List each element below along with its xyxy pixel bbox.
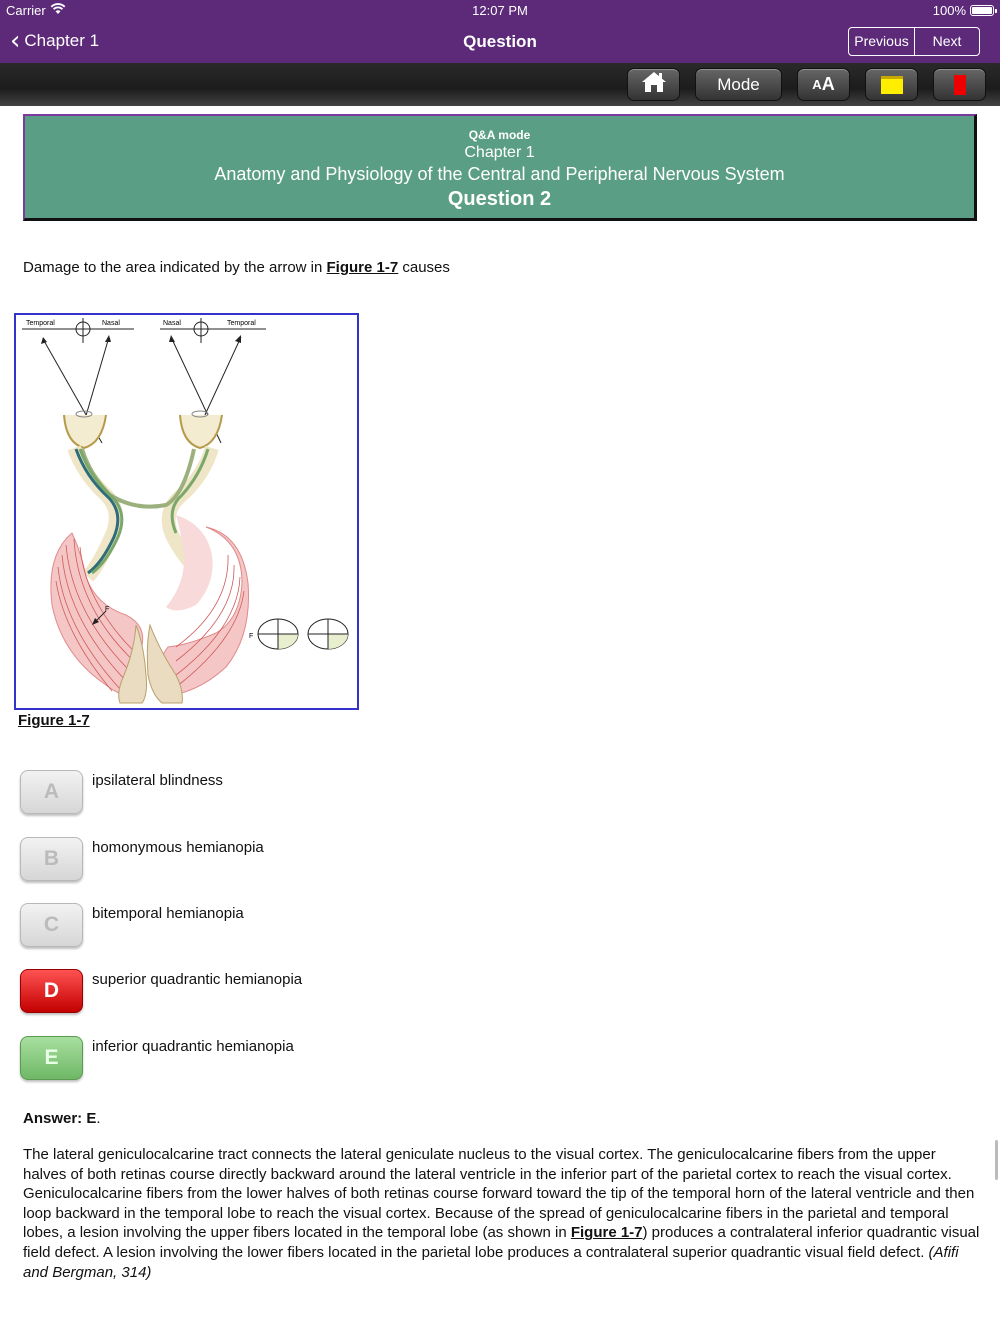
option-b-button[interactable]: B [20,837,83,881]
citation: (Afifi and Bergman, 314) [23,1243,959,1281]
status-bar [0,0,1000,22]
visual-pathway-diagram [16,315,357,708]
mode-label: Q&A mode [468,128,531,142]
explanation-part2: ) produces a contralateral inferior quadrantic visual field defect. A lesion involving the lower fibers located in the parietal lobe produces a contralateral superior quadrantic visual field defect. [23,1224,980,1261]
option-d[interactable] [20,969,920,1015]
figure-link[interactable]: Figure 1-7 [326,259,399,276]
font-size-small-label: A [812,77,822,92]
option-c[interactable] [20,903,920,949]
navigation-bar [0,22,1000,63]
option-a-button[interactable]: A [20,770,83,814]
question-stem [23,259,450,276]
option-e-button[interactable]: E [20,1036,83,1080]
option-c-text: bitemporal hemianopia [92,905,244,922]
previous-button[interactable]: Previous [854,33,909,49]
page-title: Question [463,32,537,51]
option-b[interactable] [20,837,920,883]
question-header [23,114,977,221]
explanation-figure-link[interactable]: Figure 1-7 [570,1224,643,1242]
option-e[interactable] [20,1036,920,1082]
carrier-label: Carrier [6,3,46,18]
home-button[interactable] [627,68,680,101]
option-a[interactable] [20,770,920,816]
scrollbar[interactable] [995,1140,998,1180]
chevron-left-icon: ‹ [10,26,21,56]
answer-suffix: . [96,1110,101,1127]
note-button[interactable] [865,68,918,101]
explanation-part1: The lateral geniculocalcarine tract connects the lateral geniculate nucleus to the visual cortex. The geniculocalcarine fibers from the upper halves of both retinas course directly backward around the lateral ventricle in the inferior part of the parietal cortex to reach the visual cortex. Geniculocalcarine fibers from the lower halves of both retinas course forward toward the tip of the temporal horn of the lateral ventricle and then loop backward in the temporal lobe to reach the visual cortex. Because of the spread of geniculocalcarine fibers in the parietal and temporal lobes, a lesion involving the upper fibers located in the temporal lobe (as shown in [23,1146,975,1242]
visual-field-right [308,619,348,649]
figure-caption[interactable]: Figure 1-7 [18,712,90,729]
mode-button[interactable]: Mode [695,68,782,101]
label-temporal-left: Temporal [26,320,55,327]
question-number: Question 2 [447,188,552,210]
font-size-large-label: A [821,74,835,94]
visual-field-left [258,619,298,649]
note-icon [881,76,903,94]
option-a-text: ipsilateral blindness [92,772,223,789]
label-temporal-right: Temporal [227,320,256,327]
prev-next-control [848,27,980,56]
arrow-label: F [105,606,110,613]
toolbar [0,63,1000,106]
figure-image[interactable] [14,313,359,710]
label-nasal-left: Nasal [102,320,120,327]
explanation-text [23,1145,983,1282]
chapter-title: Anatomy and Physiology of the Central and Peripheral Nervous System [214,164,785,184]
field-label: F [249,633,254,640]
option-e-text: inferior quadrantic hemianopia [92,1038,294,1055]
back-button[interactable] [10,26,100,56]
label-nasal-right: Nasal [163,320,181,327]
font-size-button[interactable] [797,68,850,101]
home-icon [641,70,667,99]
option-d-text: superior quadrantic hemianopia [92,971,303,988]
option-c-button[interactable]: C [20,903,83,947]
battery-icon [970,5,994,16]
option-d-button[interactable]: D [20,969,83,1013]
back-label: Chapter 1 [24,31,100,50]
stem-text-before: Damage to the area indicated by the arrow in [23,259,327,276]
next-button[interactable]: Next [914,28,979,55]
option-b-text: homonymous hemianopia [92,839,264,856]
answer-line [23,1110,101,1127]
bookmark-button[interactable] [933,68,986,101]
answer-label: Answer: E [23,1110,97,1127]
battery-percent: 100% [932,3,966,18]
stem-text-after: causes [398,259,450,276]
bookmark-icon [954,75,966,95]
status-time: 12:07 PM [472,3,528,18]
chapter-label: Chapter 1 [464,144,535,161]
